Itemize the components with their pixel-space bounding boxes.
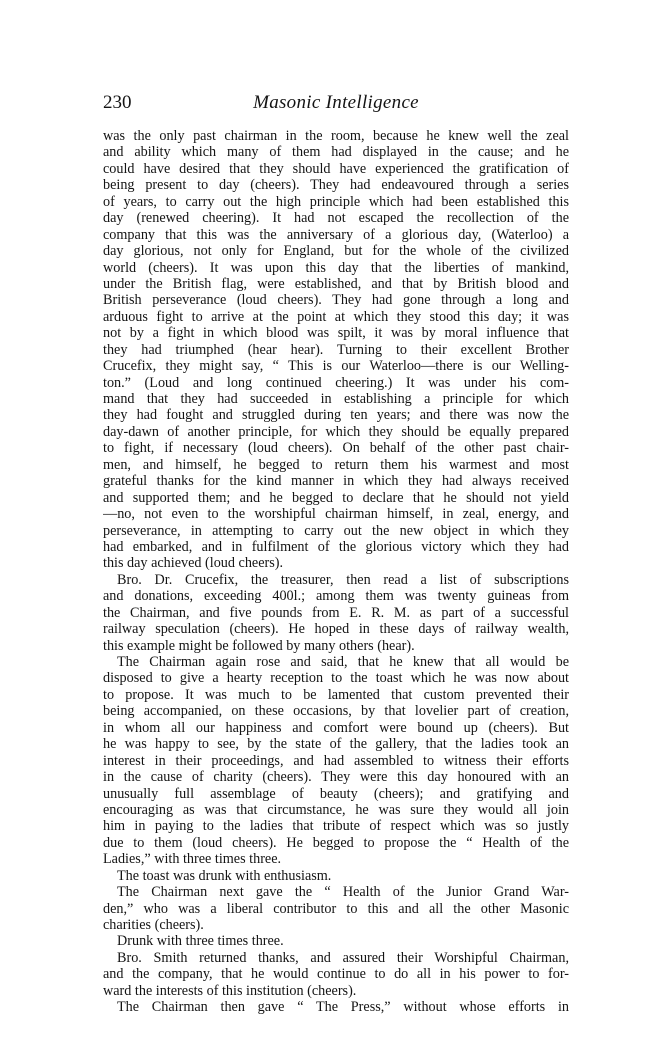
text-line: The toast was drunk with enthusiasm. [117, 867, 332, 884]
text-line: disposed to give a hearty reception to the toast which he was now about [103, 670, 569, 687]
text-line: world (cheers). It was upon this day that the liberties of mankind, [103, 259, 569, 276]
text-line: this day achieved (loud cheers). [103, 555, 284, 572]
text-line: he was happy to see, by the state of the gallery, that the ladies took an [103, 736, 569, 753]
text-line: had embarked, and in fulfilment of the glorious victory which they had [103, 538, 569, 555]
text-line: encouraging as was that circumstance, he was sure they would all join [103, 801, 569, 818]
page-header [103, 92, 569, 116]
text-line: and supported them; and he begged to declare that he should not yield [103, 489, 569, 506]
text-line: was the only past chairman in the room, because he knew well the zeal [103, 128, 569, 144]
text-line: could have desired that they should have experienced the gratification of [103, 160, 569, 177]
text-line: Bro. Dr. Crucefix, the treasurer, then read a list of subscriptions [117, 571, 569, 588]
text-line: Drunk with three times three. [117, 933, 284, 950]
text-line: charities (cheers). [103, 917, 204, 933]
text-line: ward the interests of this institution (cheers). [103, 982, 357, 999]
text-line: Ladies,” with three times three. [103, 851, 282, 868]
text-line: being present to day (cheers). They had endeavoured through a series [103, 177, 569, 194]
text-line: to propose. It was much to be lamented that custom prevented their [103, 686, 569, 703]
text-line: ton.” (Loud and long continued cheering.) It was under his com- [103, 374, 569, 391]
text-line: and ability which many of them had displayed in the cause; and he [103, 144, 569, 161]
text-line: interest in their proceedings, and had assembled to witness their efforts [103, 752, 569, 769]
page-number: 230 [103, 92, 132, 113]
text-line: men, and himself, he begged to return them his warmest and most [103, 456, 569, 473]
text-line: arduous fight to arrive at the point at which they stood this day; it was [103, 308, 569, 325]
text-line: day glorious, not only for England, but for the whole of the civilized [103, 243, 569, 260]
text-line: Bro. Smith returned thanks, and assured their Worshipful Chairman, [117, 949, 569, 966]
text-line: The Chairman again rose and said, that he knew that all would be [117, 654, 569, 670]
text-line: unusually full assemblage of beauty (cheers); and gratifying and [103, 785, 569, 802]
text-line: not by a fight in which blood was spilt, it was by moral influence that [103, 325, 569, 342]
text-line: mand that they had succeeded in establishing a principle for which [103, 391, 569, 407]
text-line: being accompanied, on these occasions, by that lovelier part of creation, [103, 703, 569, 720]
text-line: day (renewed cheering). It had not escaped the recollection of the [103, 210, 569, 227]
text-line: and the company, that he would continue to do all in his power to for- [103, 966, 569, 983]
text-line: den,” who was a liberal contributor to this and all the other Masonic [103, 900, 569, 917]
text-line: him in paying to the ladies that tribute of respect which was so justly [103, 818, 569, 835]
text-line: —no, not even to the worshipful chairman himself, in zeal, energy, and [103, 506, 569, 523]
text-line: British perseverance (loud cheers). They had gone through a long and [103, 292, 569, 309]
text-line: this example might be followed by many others (hear). [103, 637, 415, 654]
text-line: grateful thanks for the kind manner in which they had always received [103, 473, 569, 490]
text-line: perseverance, in attempting to carry out the new object in which they [103, 522, 569, 539]
text-line: The Chairman then gave “ The Press,” without whose efforts in [117, 999, 569, 1016]
text-line: The Chairman next gave the “ Health of the Junior Grand War- [117, 884, 569, 901]
text-line: the Chairman, and five pounds from E. R. M. as part of a successful [103, 604, 569, 621]
text-line: in whom all our happiness and comfort were bound up (cheers). But [103, 719, 569, 736]
text-line: they had fought and struggled during ten years; and there was now the [103, 407, 569, 424]
text-line: Crucefix, they might say, “ This is our Waterloo—there is our Welling- [103, 358, 569, 375]
text-line: to fight, if necessary (loud cheers). On behalf of the other past chair- [103, 440, 569, 457]
running-title: Masonic Intelligence [253, 92, 419, 113]
text-line: day-dawn of another principle, for which they should be equally prepared [103, 423, 569, 440]
text-line: under the British flag, were established, and that by British blood and [103, 275, 569, 292]
text-line: railway speculation (cheers). He hoped in these days of railway wealth, [103, 621, 569, 638]
text-line: of years, to carry out the high principle which had been established this [103, 193, 569, 210]
text-line: they had triumphed (hear hear). Turning to their excellent Brother [103, 341, 569, 358]
article-body [103, 128, 569, 1016]
text-line: in the cause of charity (cheers). They were this day honoured with an [103, 769, 569, 786]
text-line: and donations, exceeding 400l.; among them was twenty guineas from [103, 588, 569, 605]
text-line: due to them (loud cheers). He begged to propose the “ Health of the [103, 834, 569, 851]
text-line: company that this was the anniversary of a glorious day, (Waterloo) a [103, 226, 569, 243]
